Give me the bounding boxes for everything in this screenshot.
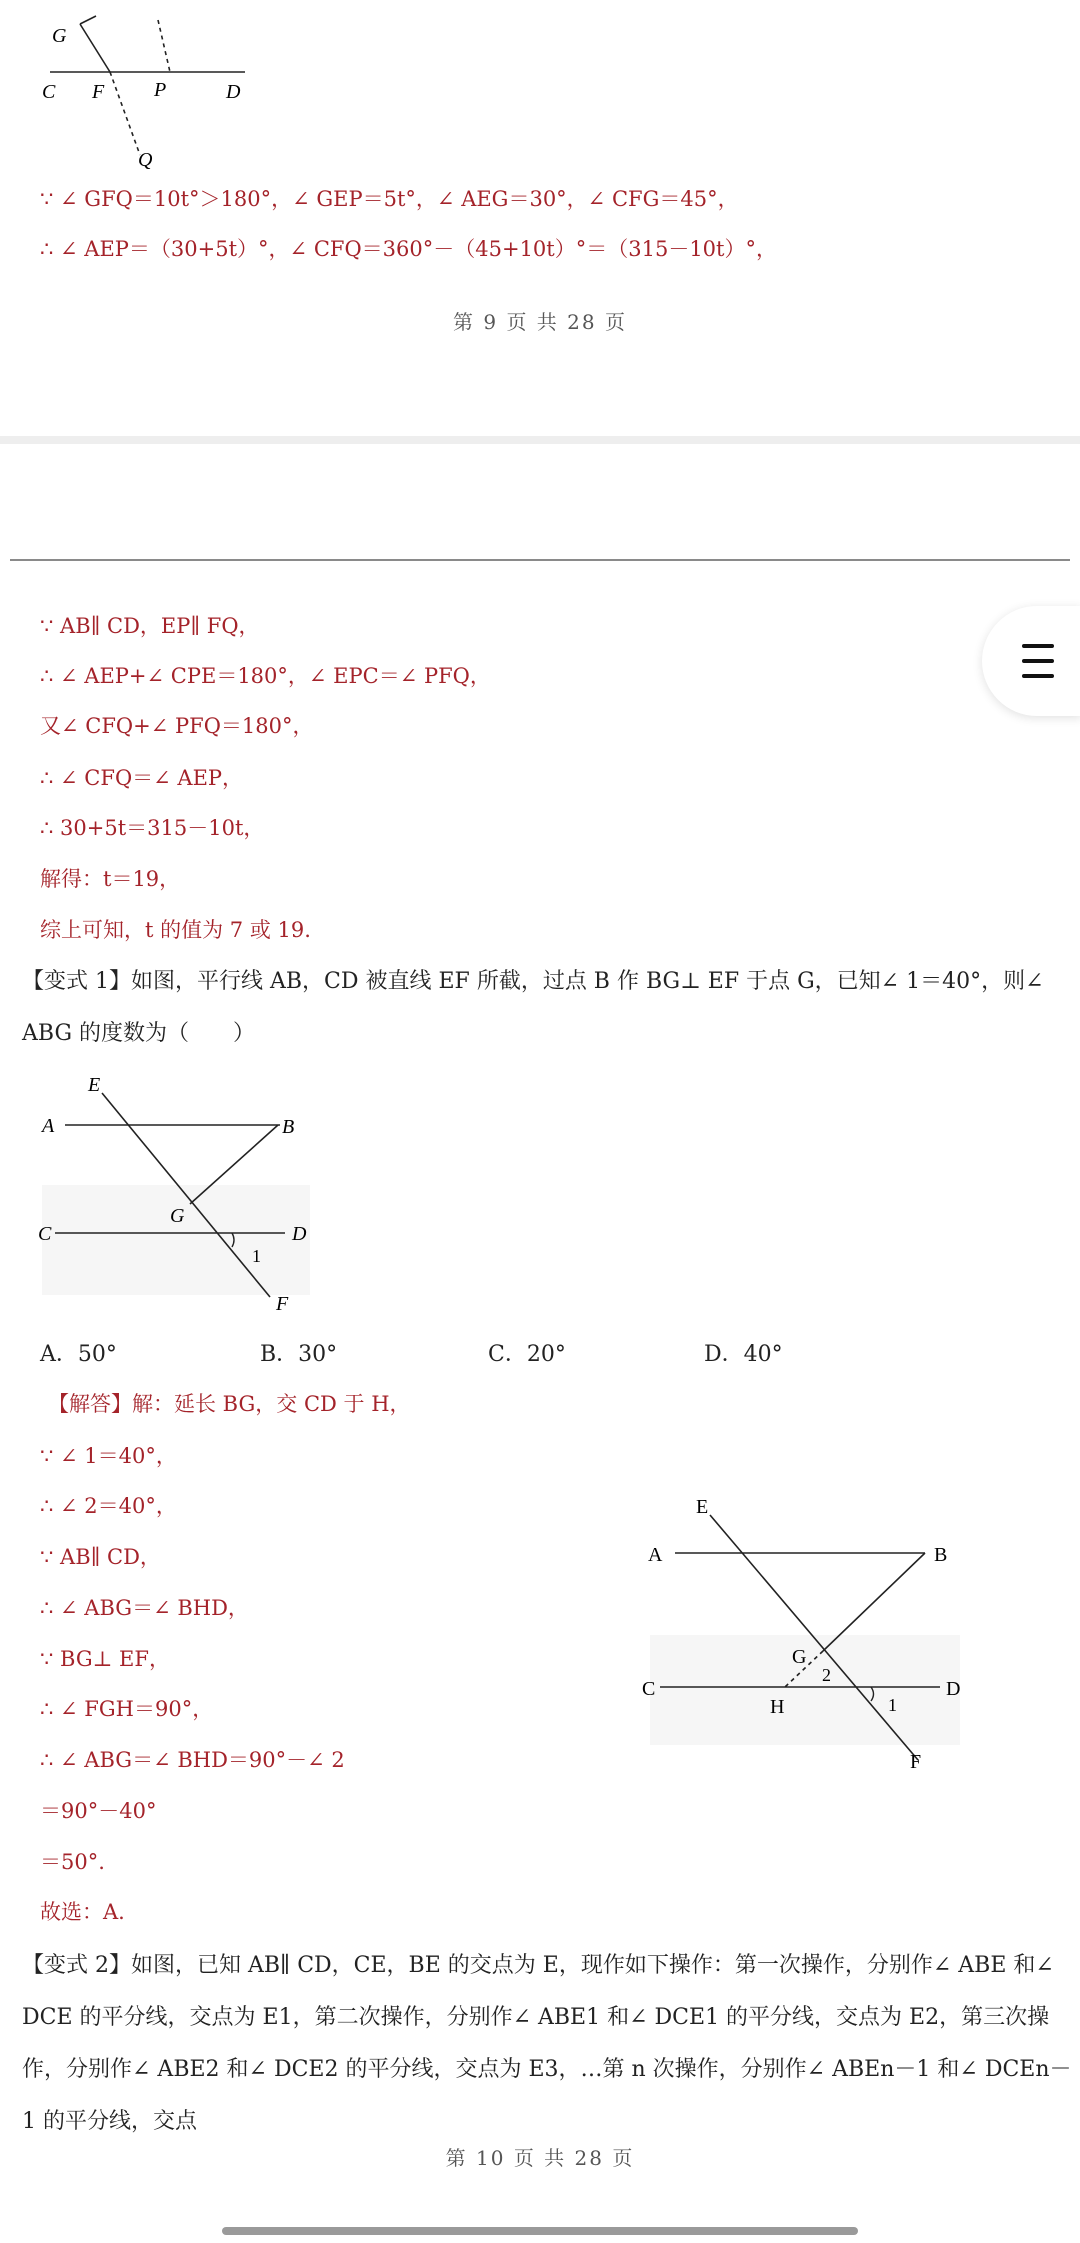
- solution-line: ∴ ∠ AEP＝（30+5t）°，∠ CFQ＝360°－（45+10t）°＝（315－10t）°，: [40, 237, 777, 261]
- label-h: H: [770, 1696, 785, 1718]
- solution-line: ∴ ∠ AEP+∠ CPE＝180°，∠ EPC＝∠ PFQ，: [40, 664, 491, 688]
- menu-icon: [1022, 644, 1054, 648]
- variant2-question: 【变式 2】如图，已知 AB∥ CD，CE，BE 的交点为 E，现作如下操作：第一次操作，分别作∠ ABE 和∠ DCE 的平分线，交点为 E1，第二次操作，分别作∠ ABE1 和∠ DCE1 的平分线，交点为 E2，第三次操作，分别作∠ ABE2 和∠ DCE2 的平分线，交点为 E3，…第 n 次操作，分别作∠ ABEn－1 和∠ DCEn－1 的平分线，交点: [22, 1953, 1072, 2134]
- menu-icon-bar: [1022, 659, 1054, 663]
- solution-line: ∵ ∠ GFQ＝10t°＞180°，∠ GEP＝5t°，∠ AEG＝30°，∠ CFG＝45°，: [40, 187, 739, 211]
- angle-1-label: 1: [252, 1246, 261, 1266]
- page-footer: 第 10 页 共 28 页: [445, 2146, 635, 2170]
- answer-line: ∵ BG⊥ EF，: [40, 1647, 170, 1671]
- solution-line: 又∠ CFQ+∠ PFQ＝180°，: [40, 714, 314, 738]
- document-page-9: [0, 0, 1080, 436]
- answer-line: ＝50°.: [40, 1850, 105, 1874]
- option-b[interactable]: B．30°: [260, 1342, 338, 1367]
- label-e: E: [88, 1074, 101, 1096]
- label-c: C: [42, 81, 56, 103]
- label-b: B: [282, 1116, 295, 1138]
- home-indicator[interactable]: [222, 2227, 858, 2235]
- label-f: F: [910, 1751, 922, 1773]
- answer-line: 故选：A.: [40, 1900, 125, 1924]
- label-d: D: [292, 1223, 307, 1245]
- solution-line: 综上可知，t 的值为 7 或 19.: [40, 918, 311, 942]
- label-a: A: [42, 1115, 55, 1137]
- answer-line: 【解答】解：延长 BG，交 CD 于 H，: [48, 1392, 411, 1416]
- variant1-figure: [30, 1065, 330, 1320]
- answer-line: ＝90°－40°: [40, 1799, 157, 1823]
- variant1-question: 【变式 1】如图，平行线 AB，CD 被直线 EF 所截，过点 B 作 BG⊥ EF 于点 G，已知∠ 1＝40°，则∠ ABG 的度数为（ ）: [22, 969, 1044, 1046]
- label-g: G: [792, 1646, 807, 1668]
- label-d: D: [226, 81, 241, 103]
- answer-line: ∵ AB∥ CD，: [40, 1545, 161, 1569]
- page-separator: [0, 436, 1080, 444]
- solution-line: ∴ ∠ CFQ＝∠ AEP，: [40, 766, 244, 790]
- solution-line: 解得：t＝19，: [40, 867, 181, 891]
- label-b: B: [934, 1544, 948, 1566]
- solution-line: ∴ 30+5t＝315－10t，: [40, 816, 265, 840]
- figure-gfpq: [30, 10, 270, 170]
- angle-1-label: 1: [888, 1695, 897, 1715]
- label-g: G: [170, 1205, 185, 1227]
- option-a[interactable]: A．50°: [40, 1342, 117, 1367]
- label-c: C: [38, 1223, 52, 1245]
- answer-figure: [630, 1485, 980, 1790]
- answer-line: ∴ ∠ ABG＝∠ BHD，: [40, 1596, 249, 1620]
- answer-line: ∵ ∠ 1＝40°，: [40, 1444, 177, 1468]
- answer-line: ∴ ∠ ABG＝∠ BHD＝90°－∠ 2: [40, 1748, 345, 1772]
- label-q: Q: [138, 149, 153, 170]
- label-e: E: [696, 1496, 709, 1518]
- label-p: P: [154, 79, 167, 101]
- menu-icon-bar: [1022, 674, 1054, 678]
- option-d[interactable]: D．40°: [704, 1342, 783, 1367]
- label-c: C: [642, 1678, 656, 1700]
- answer-line: ∴ ∠ 2＝40°，: [40, 1494, 177, 1518]
- label-d: D: [946, 1678, 961, 1700]
- answer-line: ∴ ∠ FGH＝90°，: [40, 1697, 214, 1721]
- page-footer: 第 9 页 共 28 页: [453, 310, 627, 334]
- solution-line: ∵ AB∥ CD，EP∥ FQ，: [40, 614, 260, 638]
- label-g: G: [52, 25, 67, 47]
- header-rule: [10, 559, 1070, 561]
- option-c[interactable]: C．20°: [488, 1342, 566, 1367]
- angle-2-label: 2: [822, 1665, 831, 1685]
- label-f: F: [92, 81, 105, 103]
- label-a: A: [648, 1544, 663, 1566]
- label-f: F: [276, 1293, 289, 1315]
